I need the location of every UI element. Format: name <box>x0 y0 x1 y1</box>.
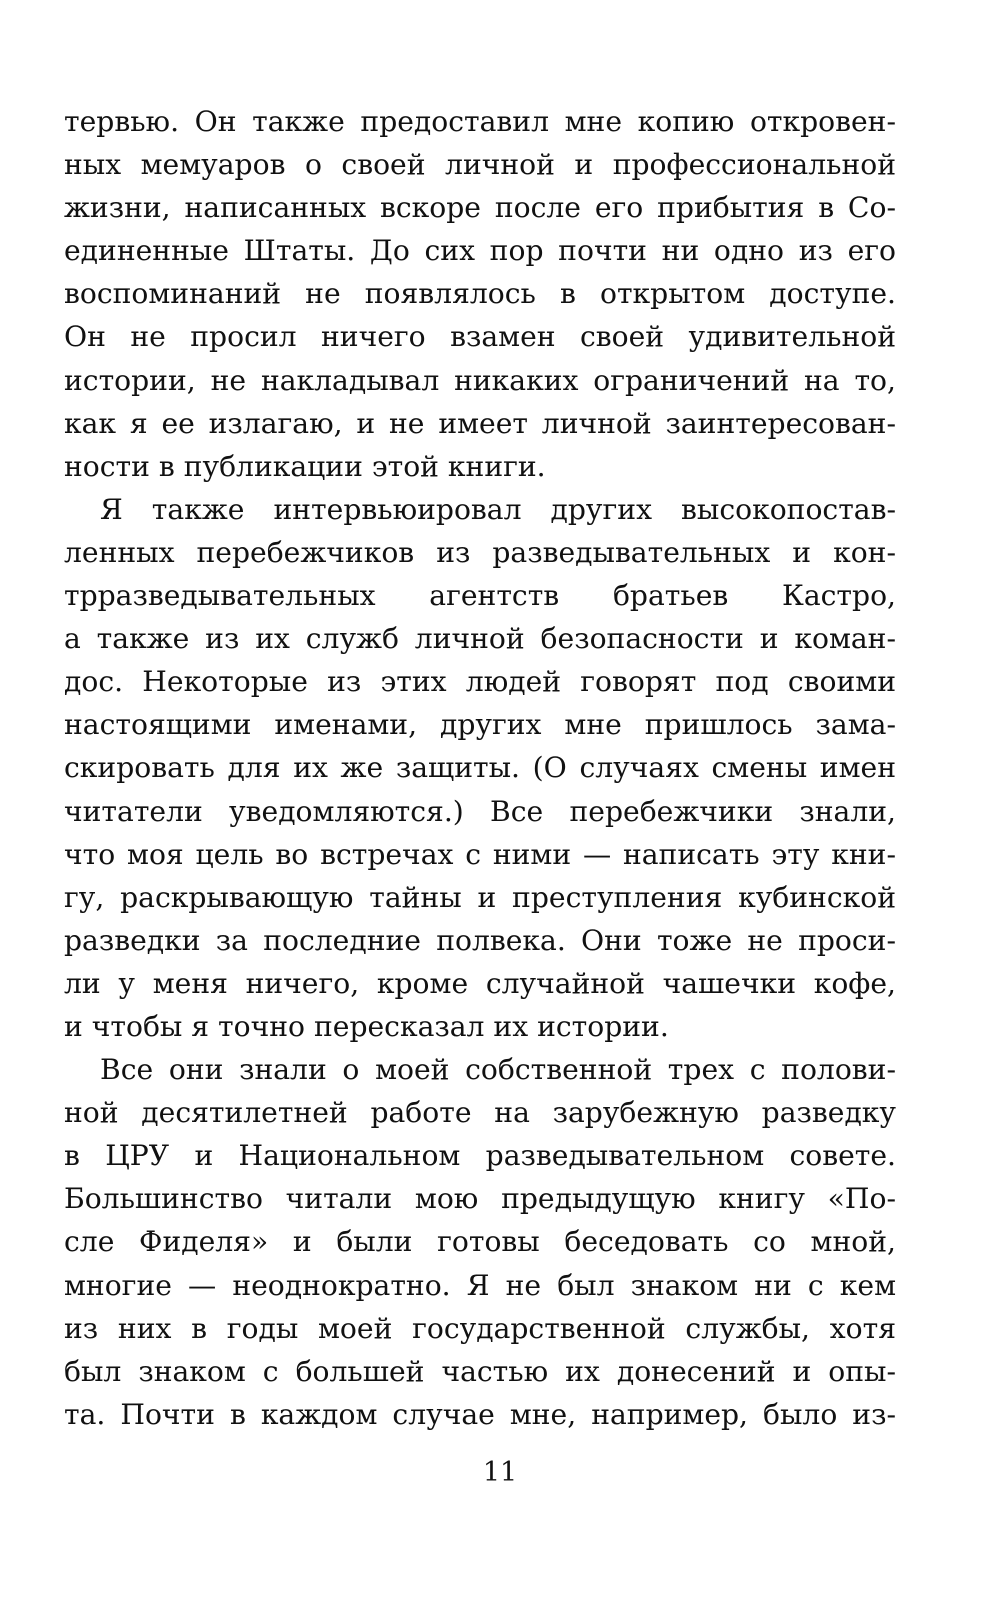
text-line: тервью. Он также предоставил мне копию откровен- <box>64 105 896 138</box>
text-line: ных мемуаров о своей личной и профессиональной <box>64 148 896 182</box>
text-line: та. Почти в каждом случае мне, например, было из- <box>64 1397 896 1431</box>
text-line: Я также интервьюировал других высокопостав- <box>100 492 896 526</box>
text-line: Он не просил ничего взамен своей удивительной <box>64 320 896 354</box>
text-line: настоящими именами, других мне пришлось зама- <box>64 708 896 742</box>
text-line: и чтобы я точно пересказал их истории. <box>64 1009 669 1043</box>
paragraph <box>64 100 896 488</box>
text-line: ленных перебежчиков из разведывательных и кон- <box>64 535 896 569</box>
text-line: многие — неоднократно. Я не был знаком ни с кем <box>64 1268 896 1302</box>
text-line: ли у меня ничего, кроме случайной чашечки кофе, <box>64 966 896 1000</box>
text-line: единенные Штаты. До сих пор почти ни одно из его <box>64 234 896 268</box>
text-line: сле Фиделя» и были готовы беседовать со мной, <box>64 1225 896 1259</box>
text-line: ной десятилетней работе на зарубежную разведку <box>64 1096 896 1130</box>
text-line: воспоминаний не появлялось в открытом доступе. <box>64 277 896 311</box>
text-line: скировать для их же защиты. (О случаях смены имен <box>64 751 896 785</box>
text-line: трразведывательных агентств братьев Кастро, <box>64 579 896 613</box>
text-line: читатели уведомляются.) Все перебежчики знали, <box>64 794 896 828</box>
text-line: разведки за последние полвека. Они тоже не проси- <box>64 923 896 957</box>
text-line: истории, не накладывал никаких ограничений на то, <box>64 363 896 397</box>
paragraph <box>64 1048 896 1436</box>
text-line: ности в публикации этой книги. <box>64 449 546 483</box>
text-line: что моя цель во встречах с ними — написать эту кни- <box>64 837 896 871</box>
text-line: был знаком с большей частью их донесений и опы- <box>64 1354 896 1388</box>
text-line: Все они знали о моей собственной трех с полови- <box>100 1053 896 1087</box>
text-line: в ЦРУ и Национальном разведывательном совете. <box>64 1139 896 1173</box>
page-number: 11 <box>482 1457 518 1488</box>
text-line: дос. Некоторые из этих людей говорят под своими <box>64 665 896 699</box>
text-line: Большинство читали мою предыдущую книгу «По- <box>64 1182 896 1216</box>
text-line: а также из их служб личной безопасности и коман- <box>64 622 896 656</box>
text-line: как я ее излагаю, и не имеет личной заинтересован- <box>64 406 896 440</box>
text-line: гу, раскрывающую тайны и преступления кубинской <box>64 880 896 914</box>
text-line: из них в годы моей государственной службы, хотя <box>64 1311 896 1345</box>
paragraph <box>64 488 896 1048</box>
body-text <box>64 100 896 1436</box>
text-line: жизни, написанных вскоре после его прибытия в Со- <box>64 191 896 225</box>
